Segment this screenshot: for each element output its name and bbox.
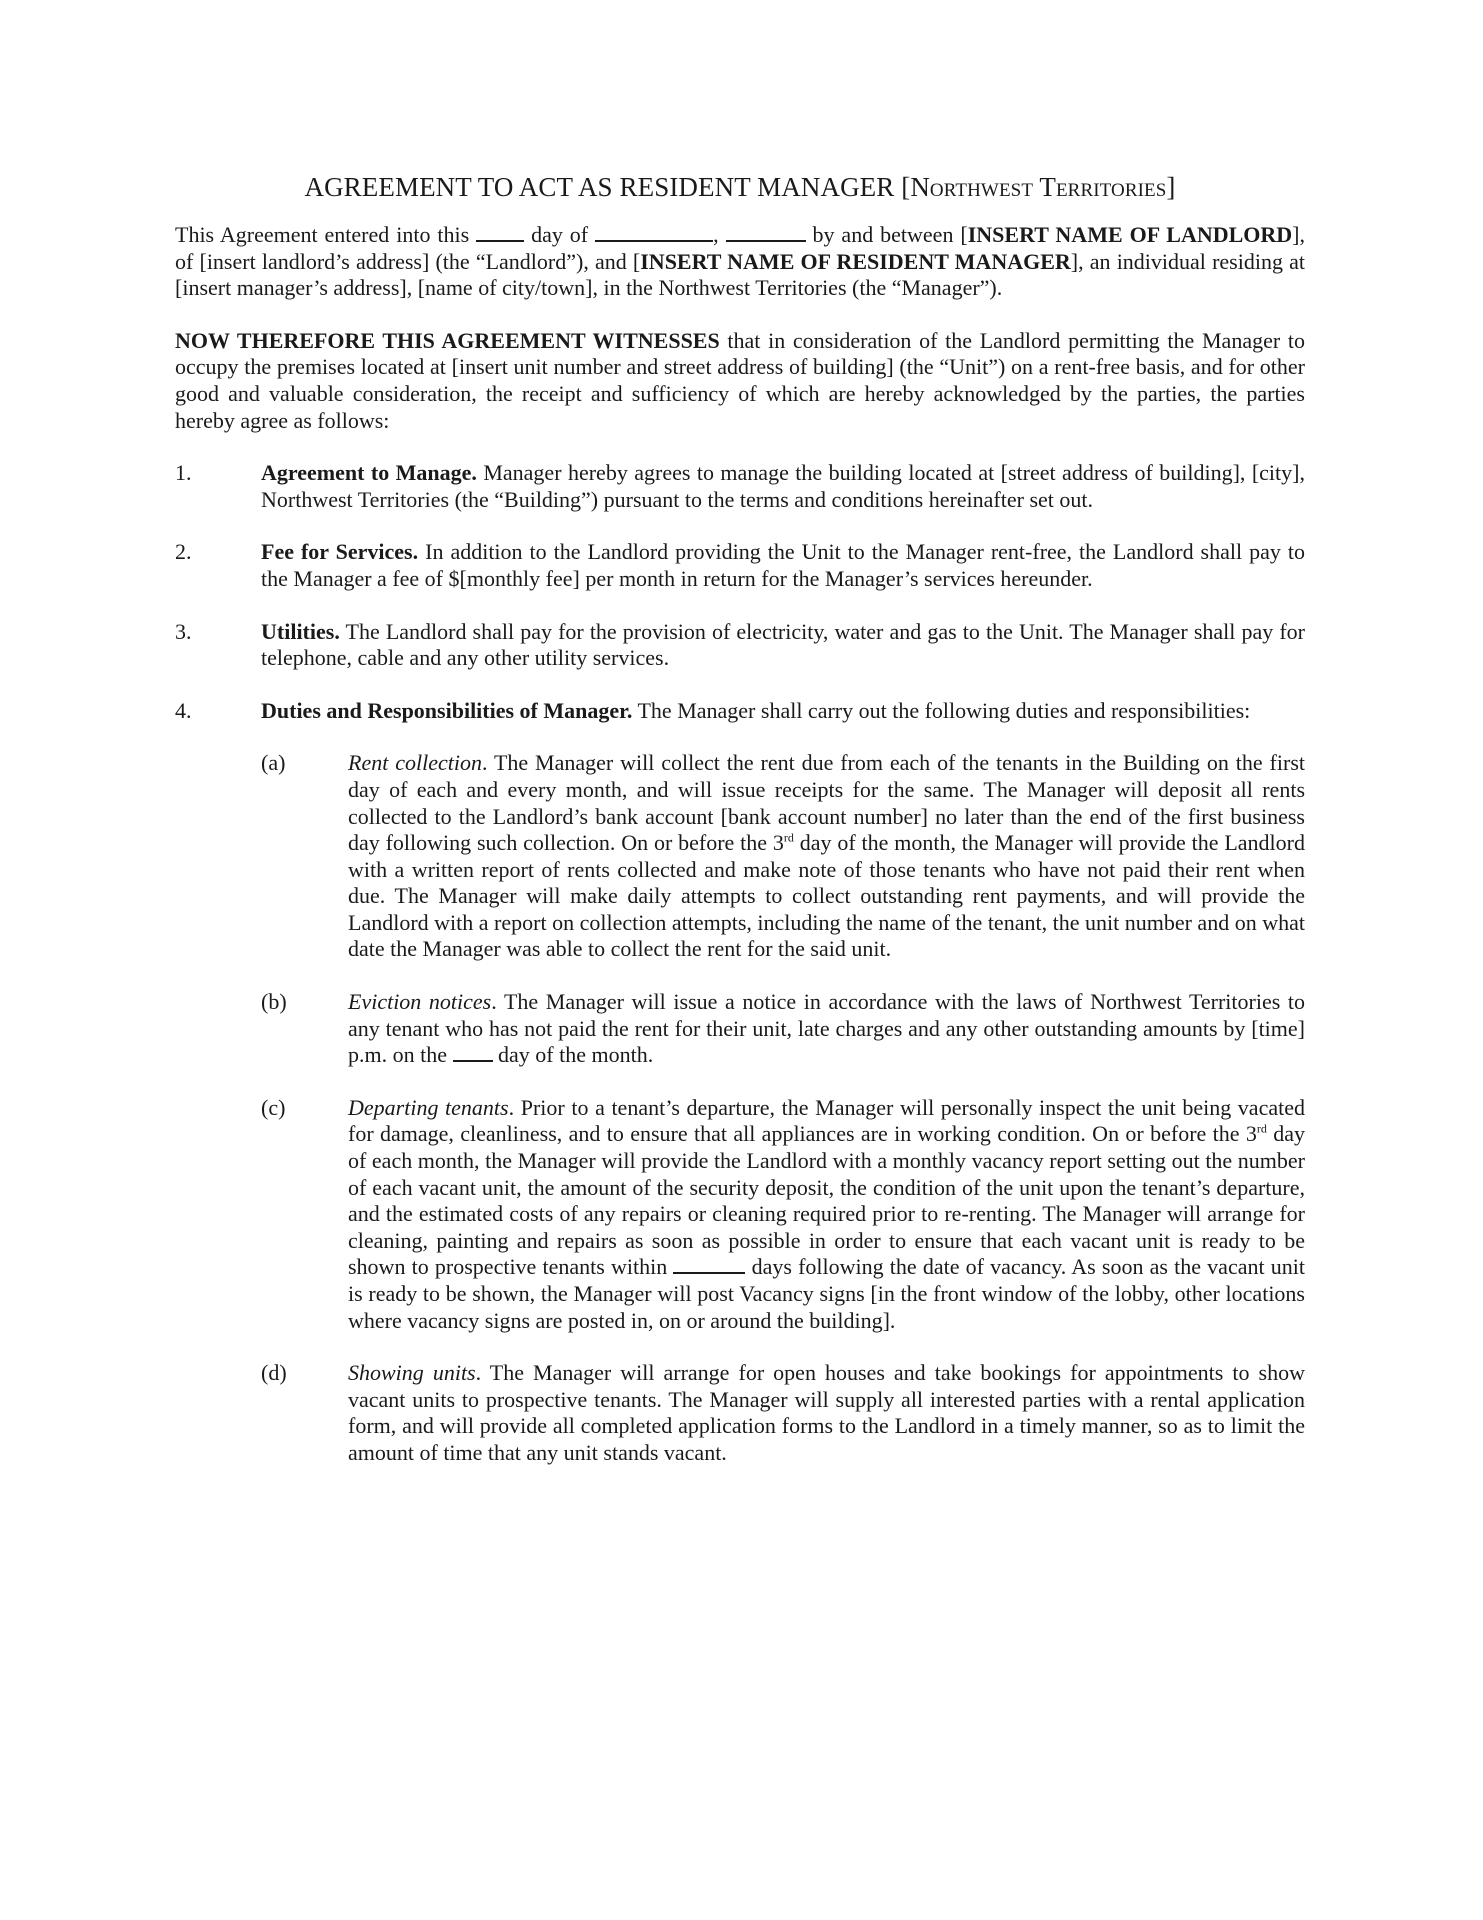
witness-text: that in consideration of the Landlord permitting the Manager to occupy the premises located at [insert unit number and street address of building] (the “Unit”) on a rent-free basis, and for other good and valuable consideration, the receipt and sufficiency of which are hereby acknowledged by the parties, the parties hereby agree as follows: xyxy=(175,327,1305,433)
section-text: In addition to the Landlord providing the Unit to the Manager rent-free, the Landlord shall pay to the Manager a fee of $[monthly fee] per month in return for the Manager’s services hereunder. xyxy=(261,539,1305,591)
section-heading: Fee for Services. xyxy=(261,539,419,565)
section-heading: Utilities. xyxy=(261,618,340,644)
witness-paragraph xyxy=(175,328,1305,434)
subsection-text: day of each month, the Manager will provide the Landlord with a monthly vacancy report setting out the number of each vacant unit, the amount of the security deposit, the condition of the unit upon the tenant’s departure, and the estimated costs of any repairs or cleaning required prior to re-renting. The Manager will arrange for cleaning, painting and repairs as soon as possible in order to ensure that each vacant unit is ready to be shown to prospective tenants within xyxy=(348,1121,1305,1280)
subsection-text: day of the month. xyxy=(492,1042,654,1068)
subsection-heading: Eviction notices xyxy=(348,989,492,1015)
section-text: Manager hereby agrees to manage the building located at [street address of building], [city], Northwest Territories (the “Building”) pursuant to the terms and conditions hereinafter set out. xyxy=(261,460,1305,512)
subsection-letter: (d) xyxy=(261,1360,287,1386)
year-blank[interactable] xyxy=(726,222,806,242)
month-blank[interactable] xyxy=(595,222,713,242)
intro-text: ], an individual residing at [insert manager’s address], [name of city/town], in the Northwest Territories (the “Manager”). xyxy=(175,248,1305,301)
subsection-letter: (a) xyxy=(261,750,286,776)
subsection-c xyxy=(261,1095,1305,1334)
subsection-a xyxy=(261,750,1305,963)
title-bracket-close: ] xyxy=(1166,172,1176,202)
manager-name-placeholder: INSERT NAME OF RESIDENT MANAGER xyxy=(640,248,1071,274)
section-text: The Landlord shall pay for the provision of electricity, water and gas to the Unit. The Manager shall pay for telephone, cable and any other utility services. xyxy=(261,618,1305,671)
day-blank[interactable] xyxy=(476,222,524,242)
subsection-text: day of the month, the Manager will provide the Landlord with a written report of rents collected and make note of those tenants who have not paid their rent when due. The Manager will make daily attempts to collect outstanding rent payments, and will provide the Landlord with a report on collection attempts, including the name of the tenant, the unit number and on what date the Manager was able to collect the rent for the said unit. xyxy=(348,830,1305,962)
subsection-letter: (c) xyxy=(261,1094,286,1120)
document-page xyxy=(175,170,1305,1493)
subsection-heading: Showing units xyxy=(348,1360,476,1386)
intro-text: This Agreement entered into this xyxy=(175,222,477,247)
ordinal-suffix: rd xyxy=(783,830,794,845)
days-blank[interactable] xyxy=(673,1254,745,1274)
subsection-text: . The Manager will issue a notice in accordance with the laws of Northwest Territories to any tenant who has not paid the rent for their unit, late charges and any other outstanding amounts by [time] p.m. on the xyxy=(348,989,1305,1068)
intro-text: day of xyxy=(524,222,596,247)
intro-text: by and between [ xyxy=(805,222,968,247)
section-1 xyxy=(175,460,1305,513)
section-3 xyxy=(175,619,1305,672)
title-bracket-open: [ xyxy=(901,172,911,202)
subsection-d xyxy=(261,1360,1305,1466)
section-heading: Duties and Responsibilities of Manager. xyxy=(261,697,633,723)
intro-text: , xyxy=(713,222,726,247)
section-heading: Agreement to Manage. xyxy=(261,460,477,486)
section-4 xyxy=(175,698,1305,725)
landlord-name-placeholder: INSERT NAME OF LANDLORD xyxy=(967,222,1293,247)
section-number: 2. xyxy=(175,539,192,565)
section-text: The Manager shall carry out the following duties and responsibilities: xyxy=(632,697,1251,723)
document-title xyxy=(175,170,1305,204)
section-2 xyxy=(175,539,1305,592)
subsection-letter: (b) xyxy=(261,989,287,1015)
subsection-heading: Departing tenants xyxy=(348,1094,509,1120)
subsection-heading: Rent collection xyxy=(348,750,482,776)
intro-paragraph xyxy=(175,222,1305,302)
eviction-day-blank[interactable] xyxy=(453,1042,493,1062)
section-number: 4. xyxy=(175,697,192,723)
witness-lead: NOW THEREFORE THIS AGREEMENT WITNESSES xyxy=(175,327,720,353)
subsection-text: . The Manager will collect the rent due from each of the tenants in the Building on the first day of each and every month, and will issue receipts for the same. The Manager will deposit all rents collected to the Landlord’s bank account [bank account number] no later than the end of the first business day following such collection. On or before the 3 xyxy=(348,750,1305,856)
section-number: 1. xyxy=(175,460,192,486)
subsection-text: days following the date of vacancy. As soon as the vacant unit is ready to be shown, the Manager will post Vacancy signs [in the front window of the lobby, other locations where vacancy signs are posted in, on or around the building]. xyxy=(348,1254,1305,1333)
title-main: AGREEMENT TO ACT AS RESIDENT MANAGER xyxy=(304,172,902,202)
intro-text: ], of [insert landlord’s address] (the “Landlord”), and [ xyxy=(175,222,1305,274)
title-jurisdiction: Northwest Territories xyxy=(910,172,1167,202)
subsection-text: . Prior to a tenant’s departure, the Manager will personally inspect the unit being vacated for damage, cleanliness, and to ensure that all appliances are in working condition. On or before the 3 xyxy=(348,1094,1305,1147)
subsection-text: . The Manager will arrange for open houses and take bookings for appointments to show vacant units to prospective tenants. The Manager will supply all interested parties with a rental application form, and will provide all completed application forms to the Landlord in a timely manner, so as to limit the amount of time that any unit stands vacant. xyxy=(348,1360,1306,1465)
section-number: 3. xyxy=(175,618,192,644)
ordinal-suffix: rd xyxy=(1256,1122,1267,1137)
subsection-b xyxy=(261,989,1305,1069)
